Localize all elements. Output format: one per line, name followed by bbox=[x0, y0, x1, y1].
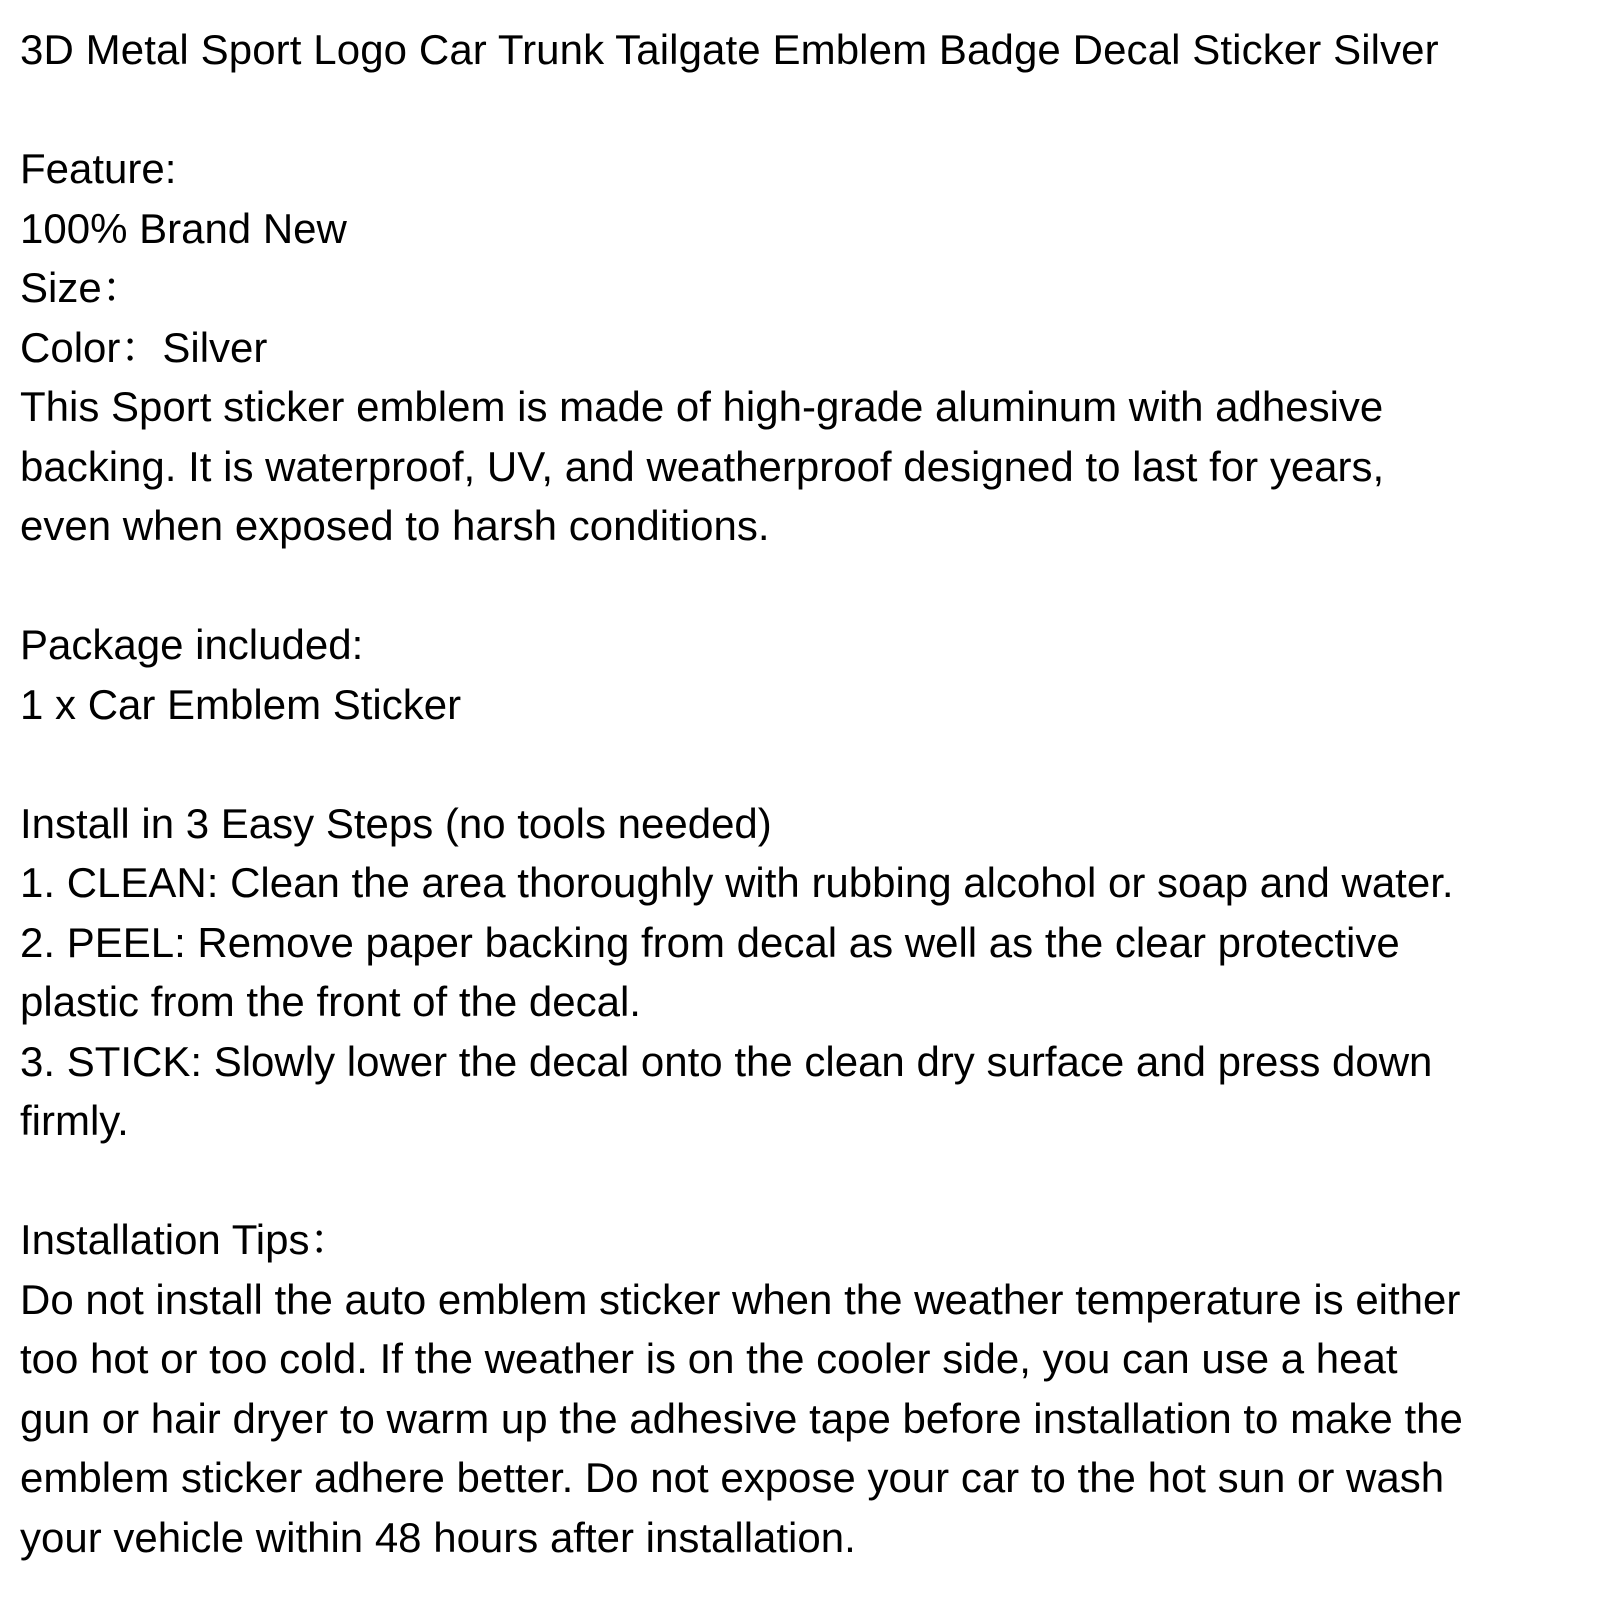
tips-heading: Installation Tips： bbox=[20, 1216, 352, 1263]
size-line: Size： bbox=[20, 264, 144, 311]
install-step-stick-continued: firmly. bbox=[20, 1097, 129, 1144]
description-line: backing. It is waterproof, UV, and weatherproof designed to last for years, bbox=[20, 442, 1385, 490]
tips-line: too hot or too cold. If the weather is on the cooler side, you can use a heat bbox=[20, 1335, 1398, 1382]
product-description-document bbox=[20, 20, 1590, 1567]
spacer bbox=[20, 734, 1590, 794]
install-step-peel-continued: plastic from the front of the decal. bbox=[20, 978, 641, 1025]
install-heading: Install in 3 Easy Steps (no tools needed) bbox=[20, 799, 772, 847]
feature-heading: Feature: bbox=[20, 145, 177, 192]
color-line: Color：Silver bbox=[20, 323, 268, 371]
package-item: 1 x Car Emblem Sticker bbox=[20, 680, 462, 728]
tips-line: emblem sticker adhere better. Do not expose your car to the hot sun or wash bbox=[20, 1454, 1445, 1501]
description-line: This Sport sticker emblem is made of high-grade aluminum with adhesive bbox=[20, 383, 1384, 430]
tips-line: your vehicle within 48 hours after installation. bbox=[20, 1513, 856, 1561]
install-step-clean: 1. CLEAN: Clean the area thoroughly with rubbing alcohol or soap and water. bbox=[20, 859, 1454, 906]
tips-line: gun or hair dryer to warm up the adhesive tape before installation to make the bbox=[20, 1394, 1463, 1442]
spacer bbox=[20, 80, 1590, 140]
brand-new-line: 100% Brand New bbox=[20, 204, 347, 252]
description-line: even when exposed to harsh conditions. bbox=[20, 502, 770, 549]
spacer bbox=[20, 1151, 1590, 1211]
tips-line: Do not install the auto emblem sticker when the weather temperature is either bbox=[20, 1275, 1461, 1323]
package-heading: Package included: bbox=[20, 621, 364, 668]
install-step-peel: 2. PEEL: Remove paper backing from decal as well as the clear protective bbox=[20, 918, 1400, 966]
install-step-stick: 3. STICK: Slowly lower the decal onto the clean dry surface and press down bbox=[20, 1037, 1433, 1085]
product-title: 3D Metal Sport Logo Car Trunk Tailgate Emblem Badge Decal Sticker Silver bbox=[20, 26, 1439, 73]
spacer bbox=[20, 556, 1590, 616]
